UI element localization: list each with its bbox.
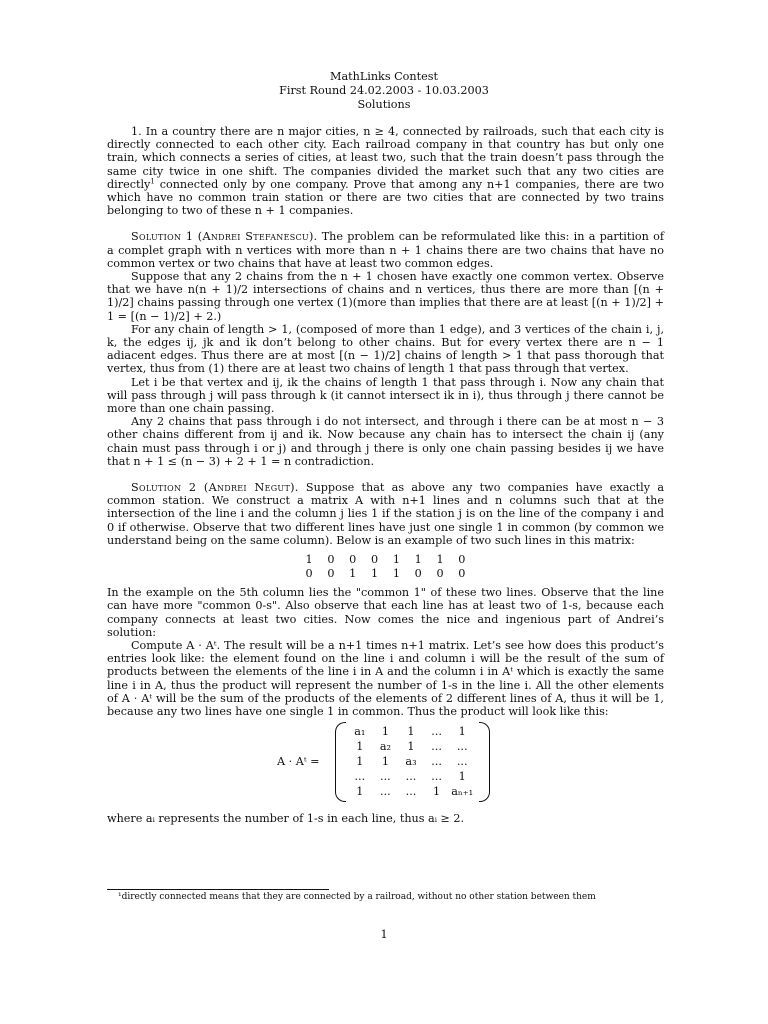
matrix-row: a₁ 1 1 ... 1	[354, 725, 466, 739]
matrix-row: 1 ... ... 1 aₙ₊₁	[356, 785, 474, 799]
solution2-paragraph-1: Solution 2 (Andrei Negut). Suppose that as above any two companies have exactly a common station. We construct a matrix A with n+1 lines and n columns such that at the intersection of the line i and the column j lies 1 if the station j is on the line of the company i and 0 if otherwise. Observe that two different lines have just one single 1 in common (by common we understand being on the same column). Below is an example of two such lines in this matrix:	[107, 481, 664, 547]
document-header	[0, 70, 768, 112]
document-body	[107, 125, 664, 825]
solution2-paragraph-3: Compute A · Aᵗ. The result will be a n+1 times n+1 matrix. Let’s see how does this product’s entries look like: the element found on the line i and column i will be the result of the sum of products between the elements of the line i in A and the column i in Aᵗ which is exactly the same line i in A, thus the product will represent the number of 1-s in the line i. All the other elements of A · Aᵗ will be the sum of the products of the elements of 2 different lines of A, thus it will be 1, because any two lines have one single 1 in common. Thus the product will look like this:	[107, 638, 664, 718]
solution1-paragraph-4: Let i be that vertex and ij, ik the chains of length 1 that pass through i. Now any chain that will pass through j will pass through k (it cannot intersect ik in i), thus through j there cannot be more than one chain passing.	[107, 375, 664, 416]
solution2-paragraph-2: In the example on the 5th column lies the "common 1" of these two lines. Observe that the line can have more "common 0-s". Also observe that each line has at least two of 1-s, because each company connects at least two cities. Now comes the nice and ingenious part of Andrei’s solution:	[107, 586, 664, 639]
problem-statement: 1. In a country there are n major cities, n ≥ 4, connected by railroads, such that each city is directly connected to each other city. Each railroad company in that country has but only one train, which connects a series of cities, at least two, such that the train doesn’t pass through the same city twice in one shift. The companies divided the market such that any two cities are directly$^1$ connected only by one company. Prove that among any n+1 companies, there are two which have no common train station or there are two cities that are connected by two trains belonging to two of these n + 1 companies.	[107, 125, 664, 218]
solutions-heading: Solutions	[357, 98, 411, 111]
page-number: 1	[380, 928, 388, 941]
product-matrix-equation	[107, 722, 664, 804]
matrix-row: 1 1 a₃ ... ...	[356, 755, 468, 769]
footnote-rule	[107, 889, 329, 890]
solution1-paragraph-3: For any chain of length > 1, (composed of more than 1 edge), and 3 vertices of the chain i, j, k, the edges ij, jk and ik don’t belong to other chains. But for every vertex there are n − 1 adiacent edges. Thus there are at most [(n − 1)/2] chains of length > 1 that pass thorough that vertex, thus from (1) there are at least two chains of length 1 that pass through that vertex.	[107, 322, 664, 376]
matrix-row: ... ... ... ... 1	[354, 770, 466, 784]
example-row: 1 0 0 0 1 1 1 0	[305, 553, 466, 567]
footnote-text: ¹directly connected means that they are connected by a railroad, without no other station between them	[118, 892, 596, 902]
contest-title: MathLinks Contest	[330, 70, 438, 83]
right-bracket	[479, 722, 490, 802]
example-lines-matrix	[306, 553, 466, 580]
solution1-paragraph-5: Any 2 chains that pass through i do not intersect, and through i there can be at most n − 3 other chains different from ij and ik. Now because any chain has to intersect the chain ij (any chain must pass through i or j) and through j there is only one chain passing besides ij we have that n + 1 ≤ (n − 3) + 2 + 1 = n contradiction.	[107, 415, 664, 468]
solution1-paragraph-1: Solution 1 (Andrei Stefanescu). The problem can be reformulated like this: in a partition of a complet graph with n vertices with more than n + 1 chains there are two chains that have no common vertex or two chains that have at least two common edges.	[107, 230, 664, 270]
solution1-paragraph-2: Suppose that any 2 chains from the n + 1 chosen have exactly one common vertex. Observe that we have n(n + 1)/2 intersections of chains and n vertices, thus there are more than [(n + 1)/2] chains passing through one vertex (1)(more than implies that there are at least [(n + 1)/2] + 1 = [(n − 1)/2] + 2.)	[107, 270, 664, 323]
matrix-row: 1 a₂ 1 ... ...	[356, 740, 468, 754]
round-dates: First Round 24.02.2003 - 10.03.2003	[279, 84, 489, 97]
left-bracket	[335, 722, 346, 802]
product-matrix	[347, 724, 475, 799]
footnote-marker: 1	[150, 177, 155, 186]
solution1-label: Solution 1 (Andrei Stefanescu).	[131, 230, 318, 244]
solution2-paragraph-4: where aᵢ represents the number of 1-s in each line, thus aᵢ ≥ 2.	[107, 812, 465, 826]
example-row: 0 0 1 1 1 0 0 0	[305, 566, 466, 580]
solution2-label: Solution 2 (Andrei Negut).	[131, 481, 299, 495]
equation-lhs: A · Aᵗ =	[277, 755, 320, 769]
